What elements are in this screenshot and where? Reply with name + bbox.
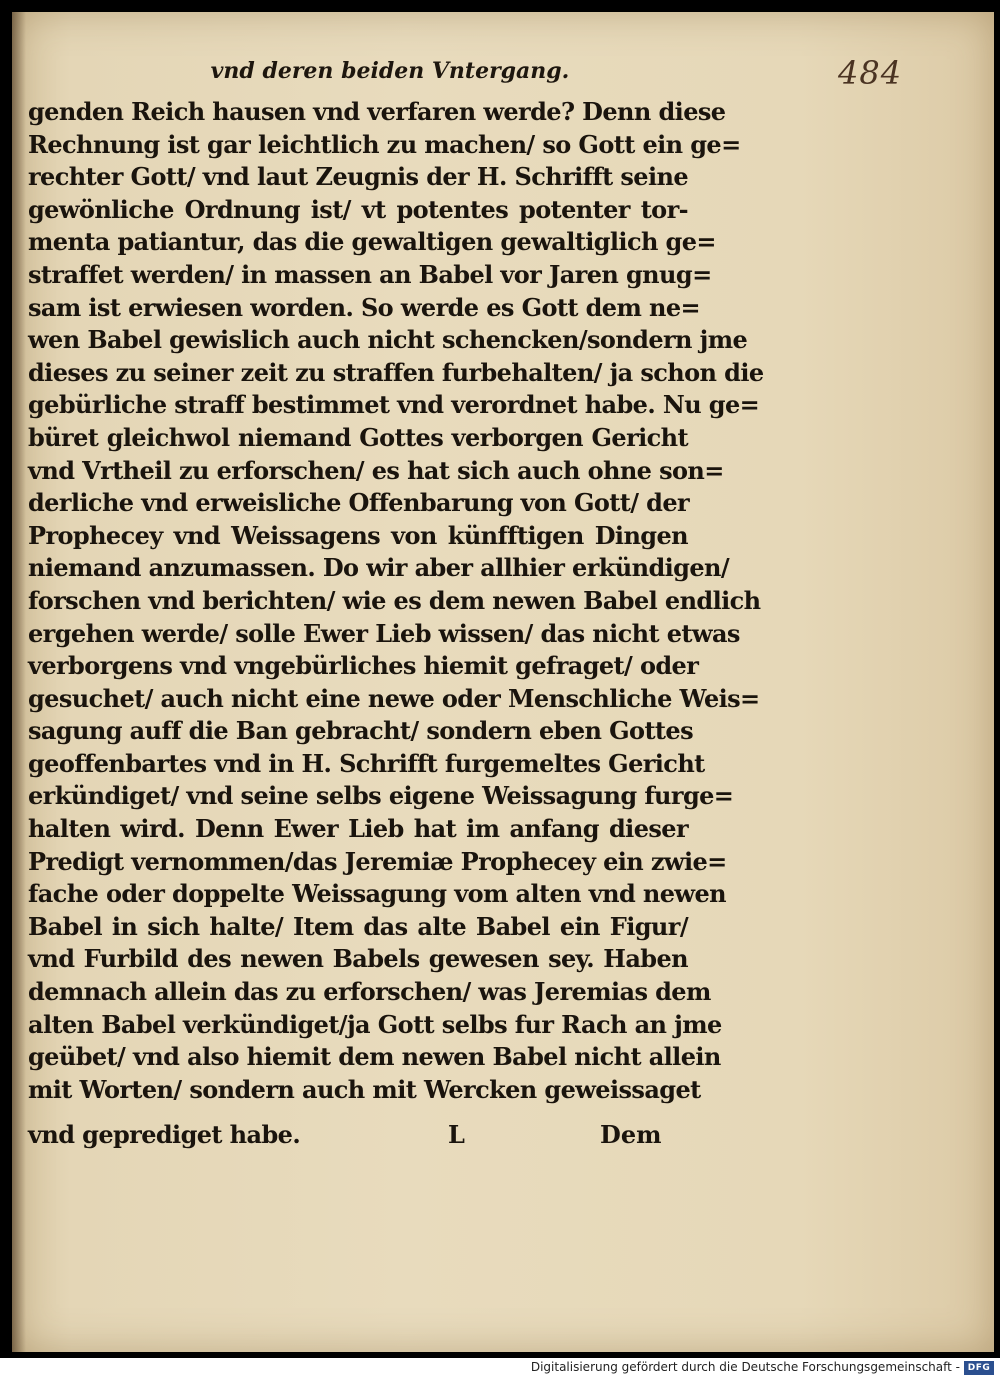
text-line: forschen vnd berichten/ wie es dem newen Babel endlich	[28, 585, 761, 615]
text-line: gewönliche Ordnung ist/ vt potentes potenter tor-	[28, 194, 688, 224]
text-line: vnd Vrtheil zu erforschen/ es hat sich auch ohne son=	[28, 455, 724, 485]
body-text	[28, 96, 764, 1106]
text-line: vnd Furbild des newen Babels gewesen sey. Haben	[28, 944, 688, 974]
text-line: geoffenbartes vnd in H. Schrifft furgemeltes Gericht	[28, 748, 705, 778]
text-line: ergehen werde/ solle Ewer Lieb wissen/ das nicht etwas	[28, 618, 740, 648]
last-text-line: vnd geprediget habe.	[28, 1120, 301, 1149]
last-line-row	[28, 1120, 668, 1154]
handwritten-page-number: 484	[838, 54, 903, 92]
text-line: Babel in sich halte/ Item das alte Babel ein Figur/	[28, 911, 688, 941]
text-line: menta patiantur, das die gewaltigen gewaltiglich ge=	[28, 227, 716, 257]
text-line: alten Babel verkündiget/ja Gott selbs fur Rach an jme	[28, 1009, 722, 1039]
text-line: demnach allein das zu erforschen/ was Jeremias dem	[28, 977, 711, 1007]
footer-bar	[0, 1358, 1000, 1378]
text-line: fache oder doppelte Weissagung vom alten vnd newen	[28, 879, 727, 909]
text-line: sagung auff die Ban gebracht/ sondern eben Gottes	[28, 716, 693, 746]
text-line: büret gleichwol niemand Gottes verborgen Gericht	[28, 422, 688, 452]
gutter-shadow	[12, 12, 26, 1352]
text-line: rechter Gott/ vnd laut Zeugnis der H. Schrifft seine	[28, 162, 688, 192]
text-line: erkündiget/ vnd seine selbs eigene Weissagung furge=	[28, 781, 734, 811]
text-line: genden Reich hausen vnd verfaren werde? Denn diese	[28, 97, 726, 126]
text-line: wen Babel gewislich auch nicht schencken/sondern jme	[28, 325, 748, 355]
text-line: mit Worten/ sondern auch mit Wercken geweissaget	[28, 1074, 701, 1104]
signature-mark: L	[448, 1120, 465, 1149]
funding-credit: Digitalisierung gefördert durch die Deutsche Forschungsgemeinschaft -	[530, 1360, 960, 1374]
text-line: halten wird. Denn Ewer Lieb hat im anfang dieser	[28, 814, 688, 844]
text-line: verborgens vnd vngebürliches hiemit gefraget/ oder	[28, 651, 699, 681]
text-line: Predigt vernommen/das Jeremiæ Prophecey ein zwie=	[28, 846, 727, 876]
running-head: vnd deren beiden Vntergang.	[210, 58, 570, 84]
text-line: Prophecey vnd Weissagens von künfftigen Dingen	[28, 520, 688, 550]
text-line: sam ist erwiesen worden. So werde es Gott dem ne=	[28, 292, 701, 322]
text-line: gesuchet/ auch nicht eine newe oder Menschliche Weis=	[28, 683, 760, 713]
catchword: Dem	[600, 1120, 662, 1149]
text-line: geübet/ vnd also hiemit dem newen Babel nicht allein	[28, 1042, 721, 1072]
text-line: gebürliche straff bestimmet vnd verordnet habe. Nu ge=	[28, 390, 760, 420]
dfg-logo-icon: DFG	[964, 1361, 994, 1375]
text-line: dieses zu seiner zeit zu straffen furbehalten/ ja schon die	[28, 357, 764, 387]
text-line: Rechnung ist gar leichtlich zu machen/ so Gott ein ge=	[28, 129, 741, 159]
text-line: niemand anzumassen. Do wir aber allhier erkündigen/	[28, 553, 730, 583]
text-line: derliche vnd erweisliche Offenbarung von Gott/ der	[28, 488, 690, 518]
text-line: straffet werden/ in massen an Babel vor Jaren gnug=	[28, 259, 712, 289]
